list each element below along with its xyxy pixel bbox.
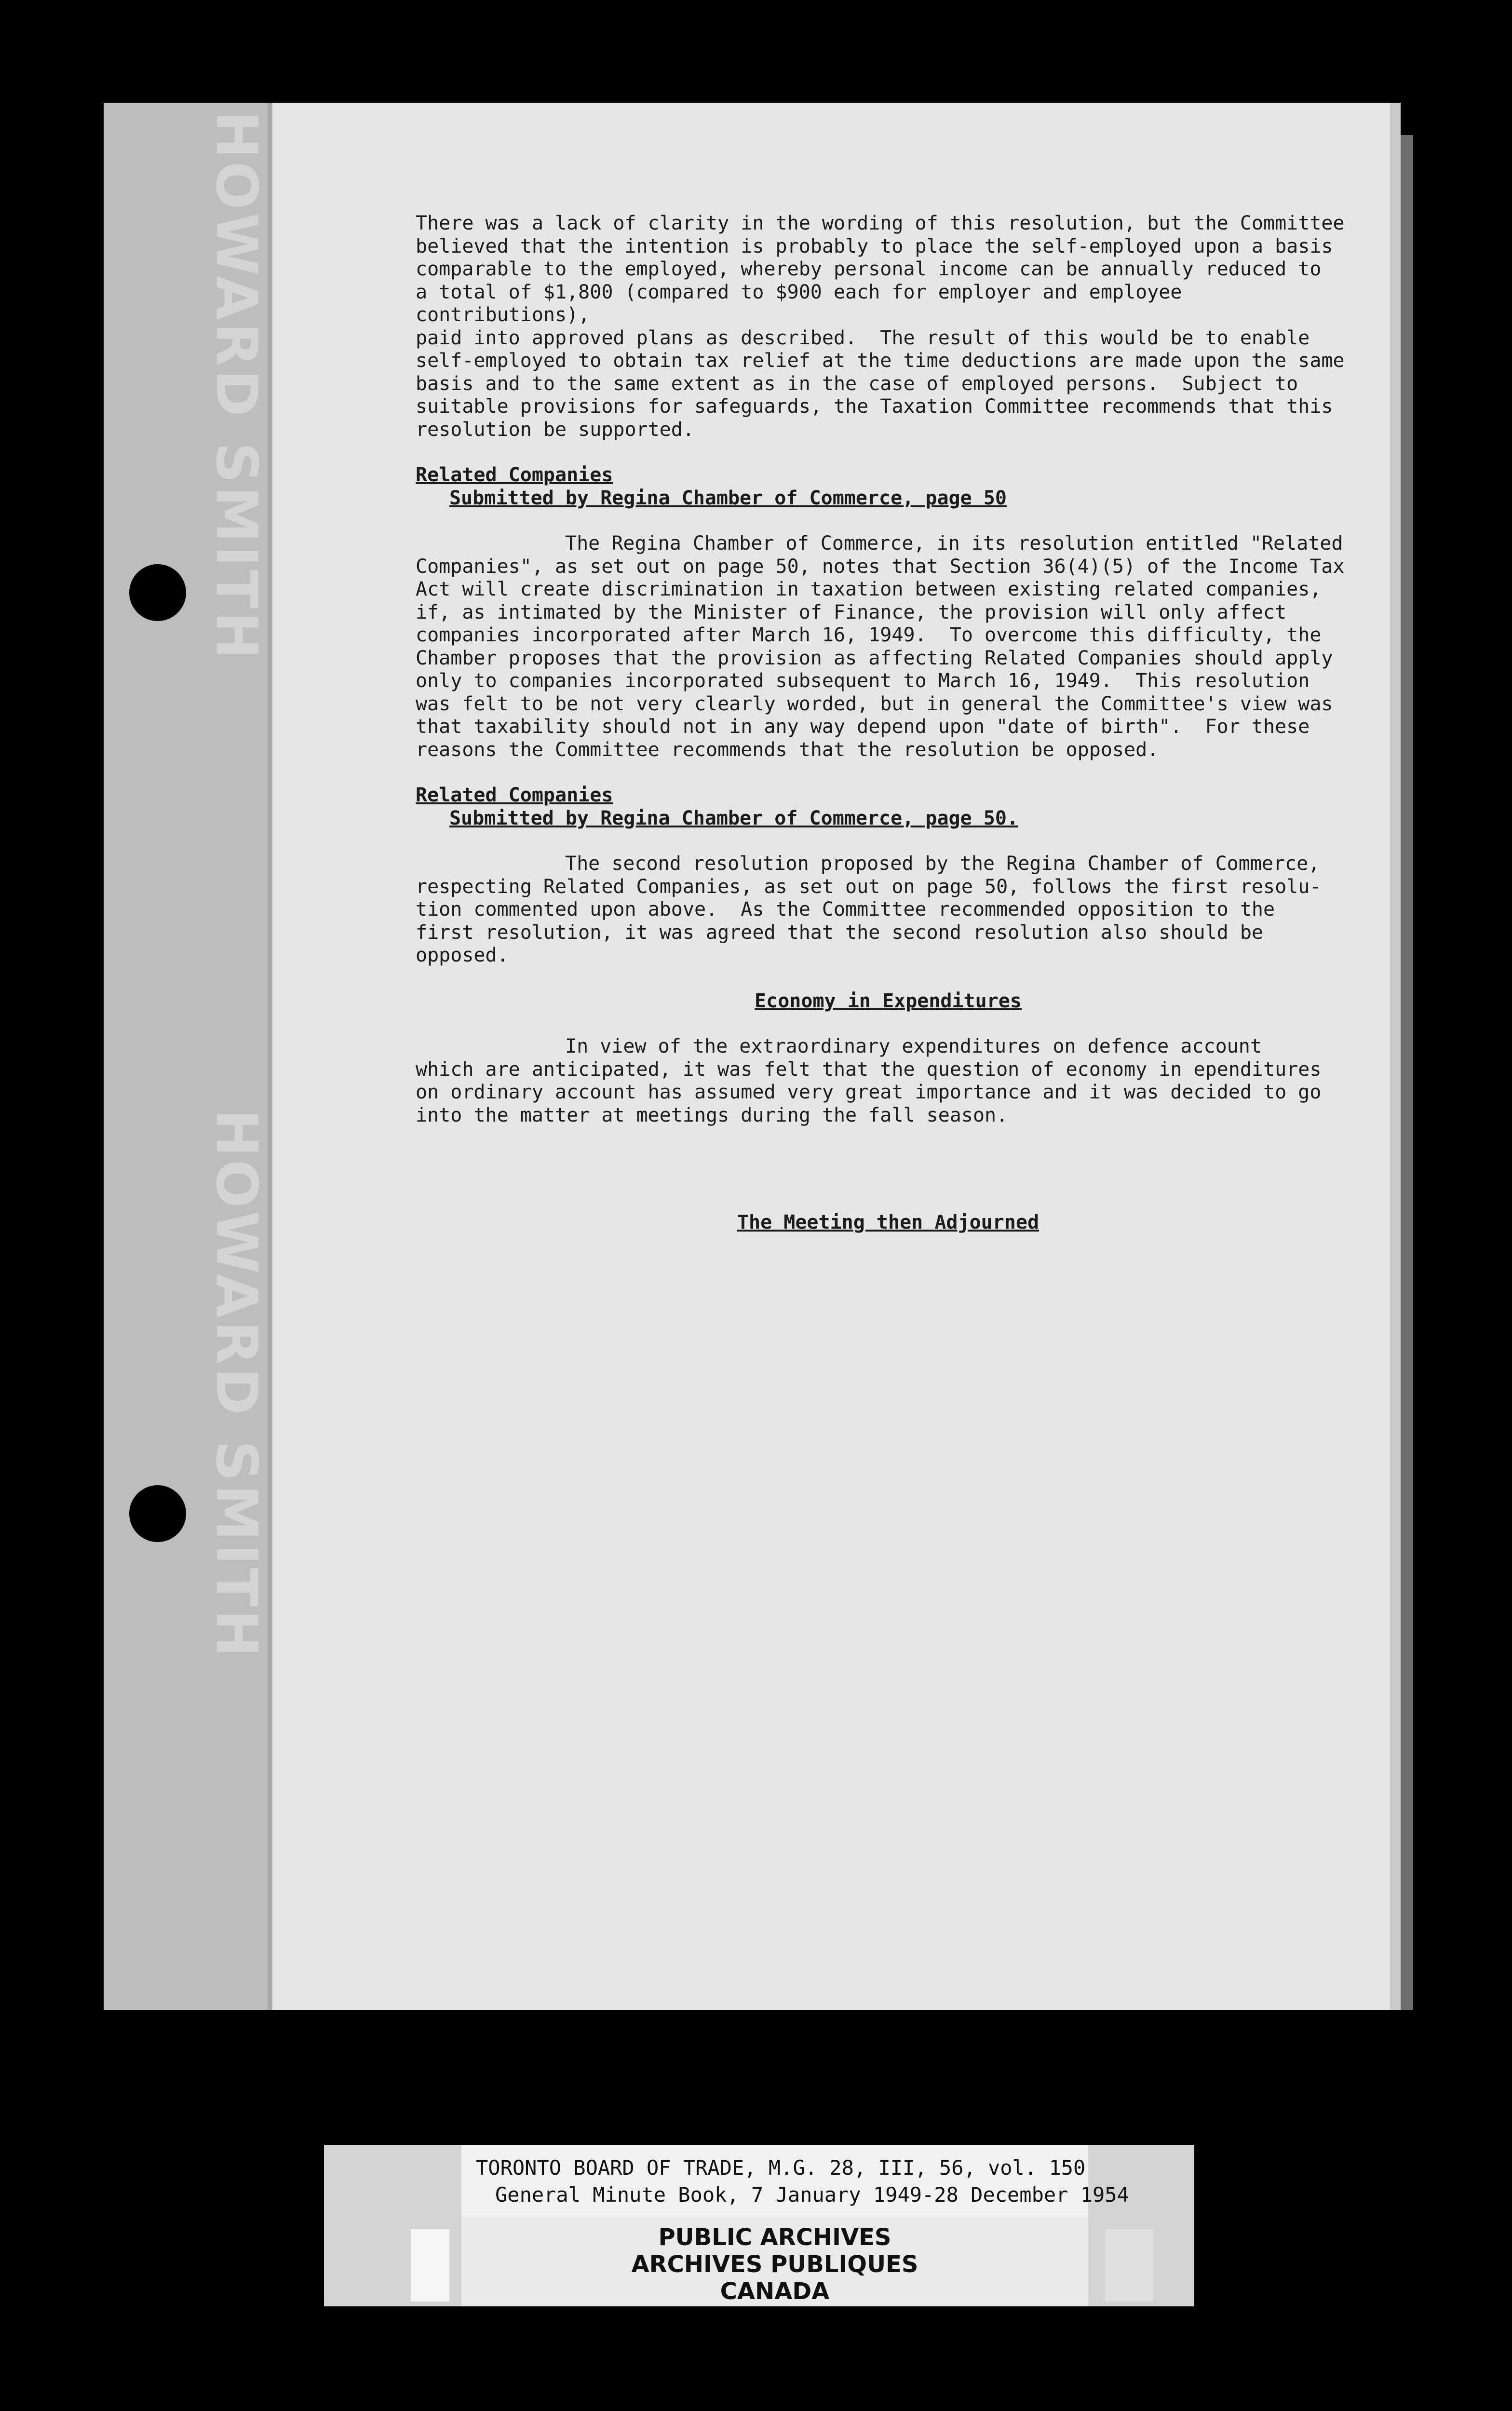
text-line: self-employed to obtain tax relief at the time deductions are made upon the same bbox=[416, 350, 1345, 372]
text-line: comparable to the employed, whereby personal income can be annually reduced to bbox=[416, 258, 1322, 280]
text-line: a total of $1,800 (compared to $900 each for employer and employee contributions), bbox=[416, 281, 1194, 326]
text-line: The second resolution proposed by the Regina Chamber of Commerce, bbox=[565, 853, 1320, 875]
text-line: was felt to be not very clearly worded, but in general the Committee's view was bbox=[416, 692, 1333, 715]
text-line: reasons the Committee recommends that the resolution be opposed. bbox=[416, 738, 1159, 761]
document-body bbox=[416, 212, 1361, 1234]
text-line: only to companies incorporated subsequent to March 16, 1949. This resolution bbox=[416, 670, 1310, 692]
text-line: Chamber proposes that the provision as affecting Related Companies should apply bbox=[416, 647, 1333, 669]
section-subheading: Submitted by Regina Chamber of Commerce, page 50 bbox=[449, 487, 1007, 509]
text-line: that taxability should not in any way depend upon "date of birth". For these bbox=[416, 716, 1310, 738]
section-heading: Related Companies bbox=[416, 464, 613, 486]
text-line: tion commented upon above. As the Committee recommended opposition to the bbox=[416, 898, 1275, 921]
text-line: suitable provisions for safeguards, the Taxation Committee recommends that this bbox=[416, 395, 1333, 418]
paragraph-economy bbox=[416, 1035, 1361, 1127]
text-line: basis and to the same extent as in the case of employed persons. Subject to bbox=[416, 372, 1298, 395]
paragraph-related-companies-1 bbox=[416, 532, 1361, 761]
paragraph-related-companies-2 bbox=[416, 853, 1361, 967]
text-line: which are anticipated, it was felt that the question of economy in ependitures bbox=[416, 1058, 1322, 1081]
section-heading-centered: Economy in Expenditures bbox=[755, 989, 1022, 1012]
paragraph-self-employed bbox=[416, 212, 1361, 441]
text-line: respecting Related Companies, as set out on page 50, follows the first resolu- bbox=[416, 875, 1322, 898]
label-stub bbox=[1105, 2229, 1153, 2302]
punch-hole bbox=[129, 564, 186, 621]
label-line: CANADA bbox=[720, 2278, 830, 2305]
text-line: companies incorporated after March 16, 1949. To overcome this difficulty, the bbox=[416, 624, 1322, 646]
text-line: if, as intimated by the Minister of Finance, the provision will only affect bbox=[416, 601, 1287, 623]
text-line: resolution be supported. bbox=[416, 418, 694, 441]
text-line: believed that the intention is probably to place the self-employed upon a basis bbox=[416, 235, 1333, 257]
archive-label bbox=[324, 2145, 1194, 2306]
text-line: There was a lack of clarity in the wording of this resolution, but the Committee bbox=[416, 212, 1345, 234]
punch-hole bbox=[129, 1485, 186, 1542]
label-institution bbox=[461, 2217, 1088, 2306]
label-line: General Minute Book, 7 January 1949-28 December 1954 bbox=[495, 2183, 1129, 2207]
text-line: into the matter at meetings during the fall season. bbox=[416, 1104, 1008, 1126]
section-subheading: Submitted by Regina Chamber of Commerce, page 50. bbox=[449, 807, 1019, 829]
text-line: paid into approved plans as described. The result of this would be to enable bbox=[416, 326, 1310, 349]
text-line: The Regina Chamber of Commerce, in its resolution entitled "Related bbox=[565, 532, 1343, 555]
text-line: Companies", as set out on page 50, notes that Section 36(4)(5) of the Income Tax bbox=[416, 555, 1345, 578]
label-line: ARCHIVES PUBLIQUES bbox=[631, 2251, 918, 2278]
section-heading: Related Companies bbox=[416, 784, 613, 806]
label-citation bbox=[461, 2145, 1129, 2217]
spine-bleed-text bbox=[203, 111, 270, 203]
text-line: In view of the extraordinary expenditures on defence account bbox=[565, 1035, 1262, 1057]
spine-bleed-text bbox=[203, 1109, 270, 1201]
label-stub bbox=[411, 2229, 449, 2302]
page-shadow bbox=[1401, 135, 1413, 2010]
page-edge bbox=[1390, 103, 1401, 2010]
closing-line: The Meeting then Adjourned bbox=[737, 1211, 1040, 1233]
text-line: on ordinary account has assumed very great importance and it was decided to go bbox=[416, 1081, 1322, 1103]
label-line: PUBLIC ARCHIVES bbox=[658, 2224, 891, 2251]
label-line: TORONTO BOARD OF TRADE, M.G. 28, III, 56, vol. 150 bbox=[476, 2156, 1086, 2180]
text-line: first resolution, it was agreed that the second resolution also should be opposed. bbox=[416, 921, 1275, 966]
text-line: Act will create discrimination in taxation between existing related companies, bbox=[416, 578, 1322, 600]
